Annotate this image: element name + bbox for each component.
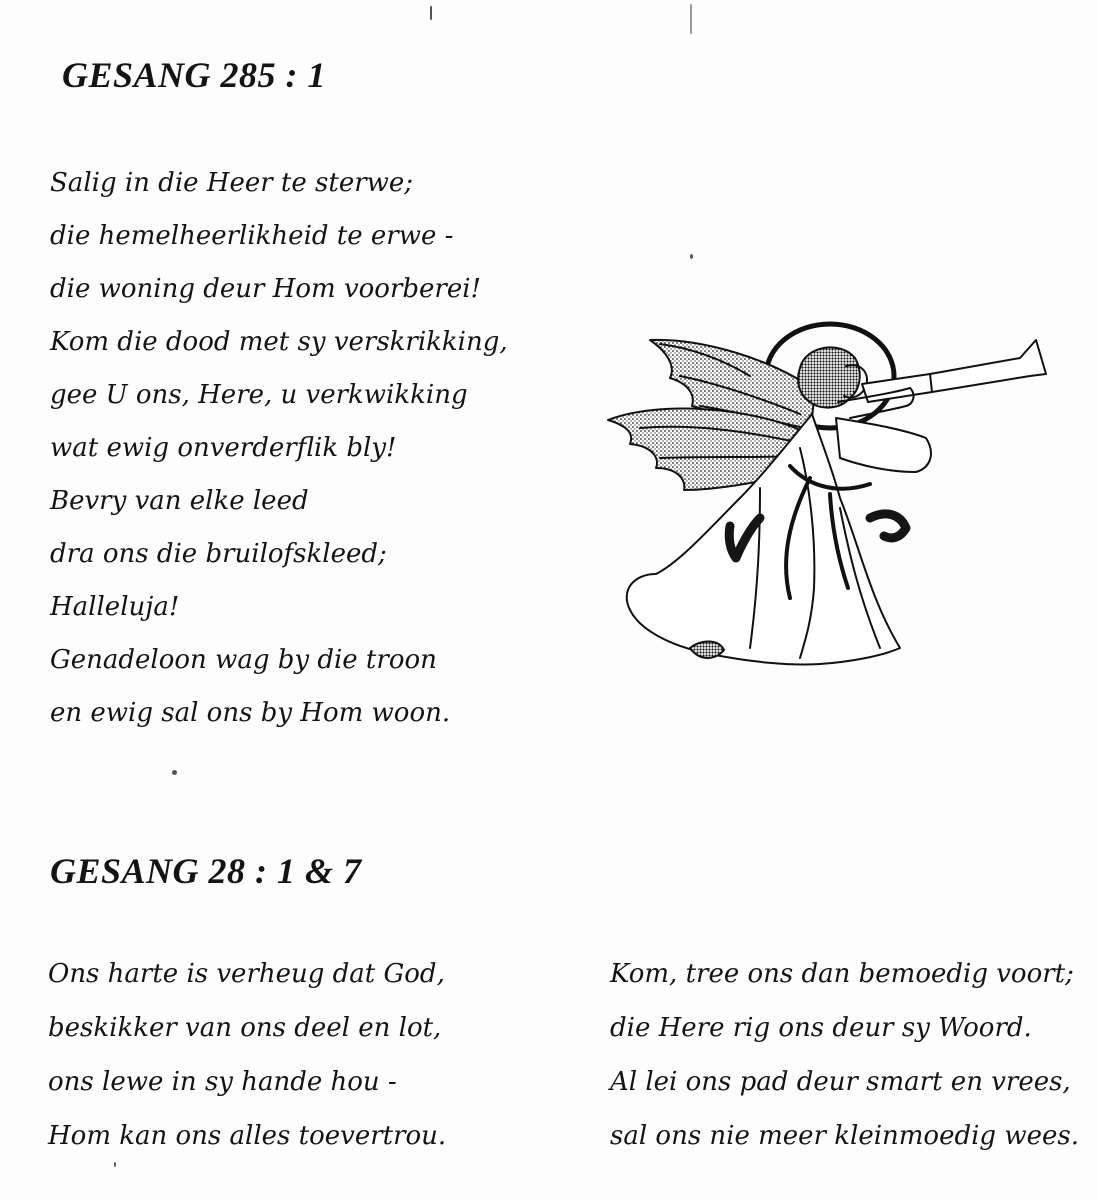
- verse-line: Hom kan ons alles toevertrou.: [48, 1121, 447, 1151]
- verse-line: die hemelheerlikheid te erwe -: [50, 221, 454, 251]
- verse-line: Halleluja!: [50, 592, 180, 622]
- verse-line: Bevry van elke leed: [50, 486, 309, 516]
- hymn-2-title: GESANG 28 : 1 & 7: [50, 851, 362, 891]
- verse-line: Genadeloon wag by die troon: [50, 645, 437, 675]
- verse-line: gee U ons, Here, u verkwikking: [50, 380, 468, 410]
- scan-speck: [430, 6, 432, 20]
- verse-line: beskikker van ons deel en lot,: [48, 1013, 442, 1043]
- verse-line: Ons harte is verheug dat God,: [48, 959, 445, 989]
- verse-line: wat ewig onverderflik bly!: [50, 433, 397, 463]
- verse-line: die Here rig ons deur sy Woord.: [610, 1013, 1032, 1043]
- hymn-1-title: GESANG 285 : 1: [62, 55, 327, 95]
- verse-line: ons lewe in sy hande hou -: [48, 1067, 397, 1097]
- scan-speck: [690, 4, 692, 34]
- angel-with-trumpet-icon: [600, 318, 1060, 678]
- verse-line: Kom, tree ons dan bemoedig voort;: [610, 959, 1074, 989]
- verse-line: dra ons die bruilofskleed;: [50, 539, 387, 569]
- verse-line: Al lei ons pad deur smart en vrees,: [610, 1067, 1071, 1097]
- hymn-1-verse: [50, 157, 508, 740]
- verse-line: die woning deur Hom voorberei!: [50, 274, 481, 304]
- verse-line: sal ons nie meer kleinmoedig wees.: [610, 1121, 1079, 1151]
- scan-speck: [690, 254, 693, 259]
- scan-speck: [172, 770, 177, 775]
- verse-line: en ewig sal ons by Hom woon.: [50, 698, 451, 728]
- hymn-2-verse-1: [48, 947, 446, 1163]
- verse-line: Kom die dood met sy verskrikking,: [50, 327, 508, 357]
- verse-line: Salig in die Heer te sterwe;: [50, 168, 414, 198]
- scan-speck: [114, 1162, 116, 1167]
- hymn-2-verse-7: [610, 947, 1079, 1163]
